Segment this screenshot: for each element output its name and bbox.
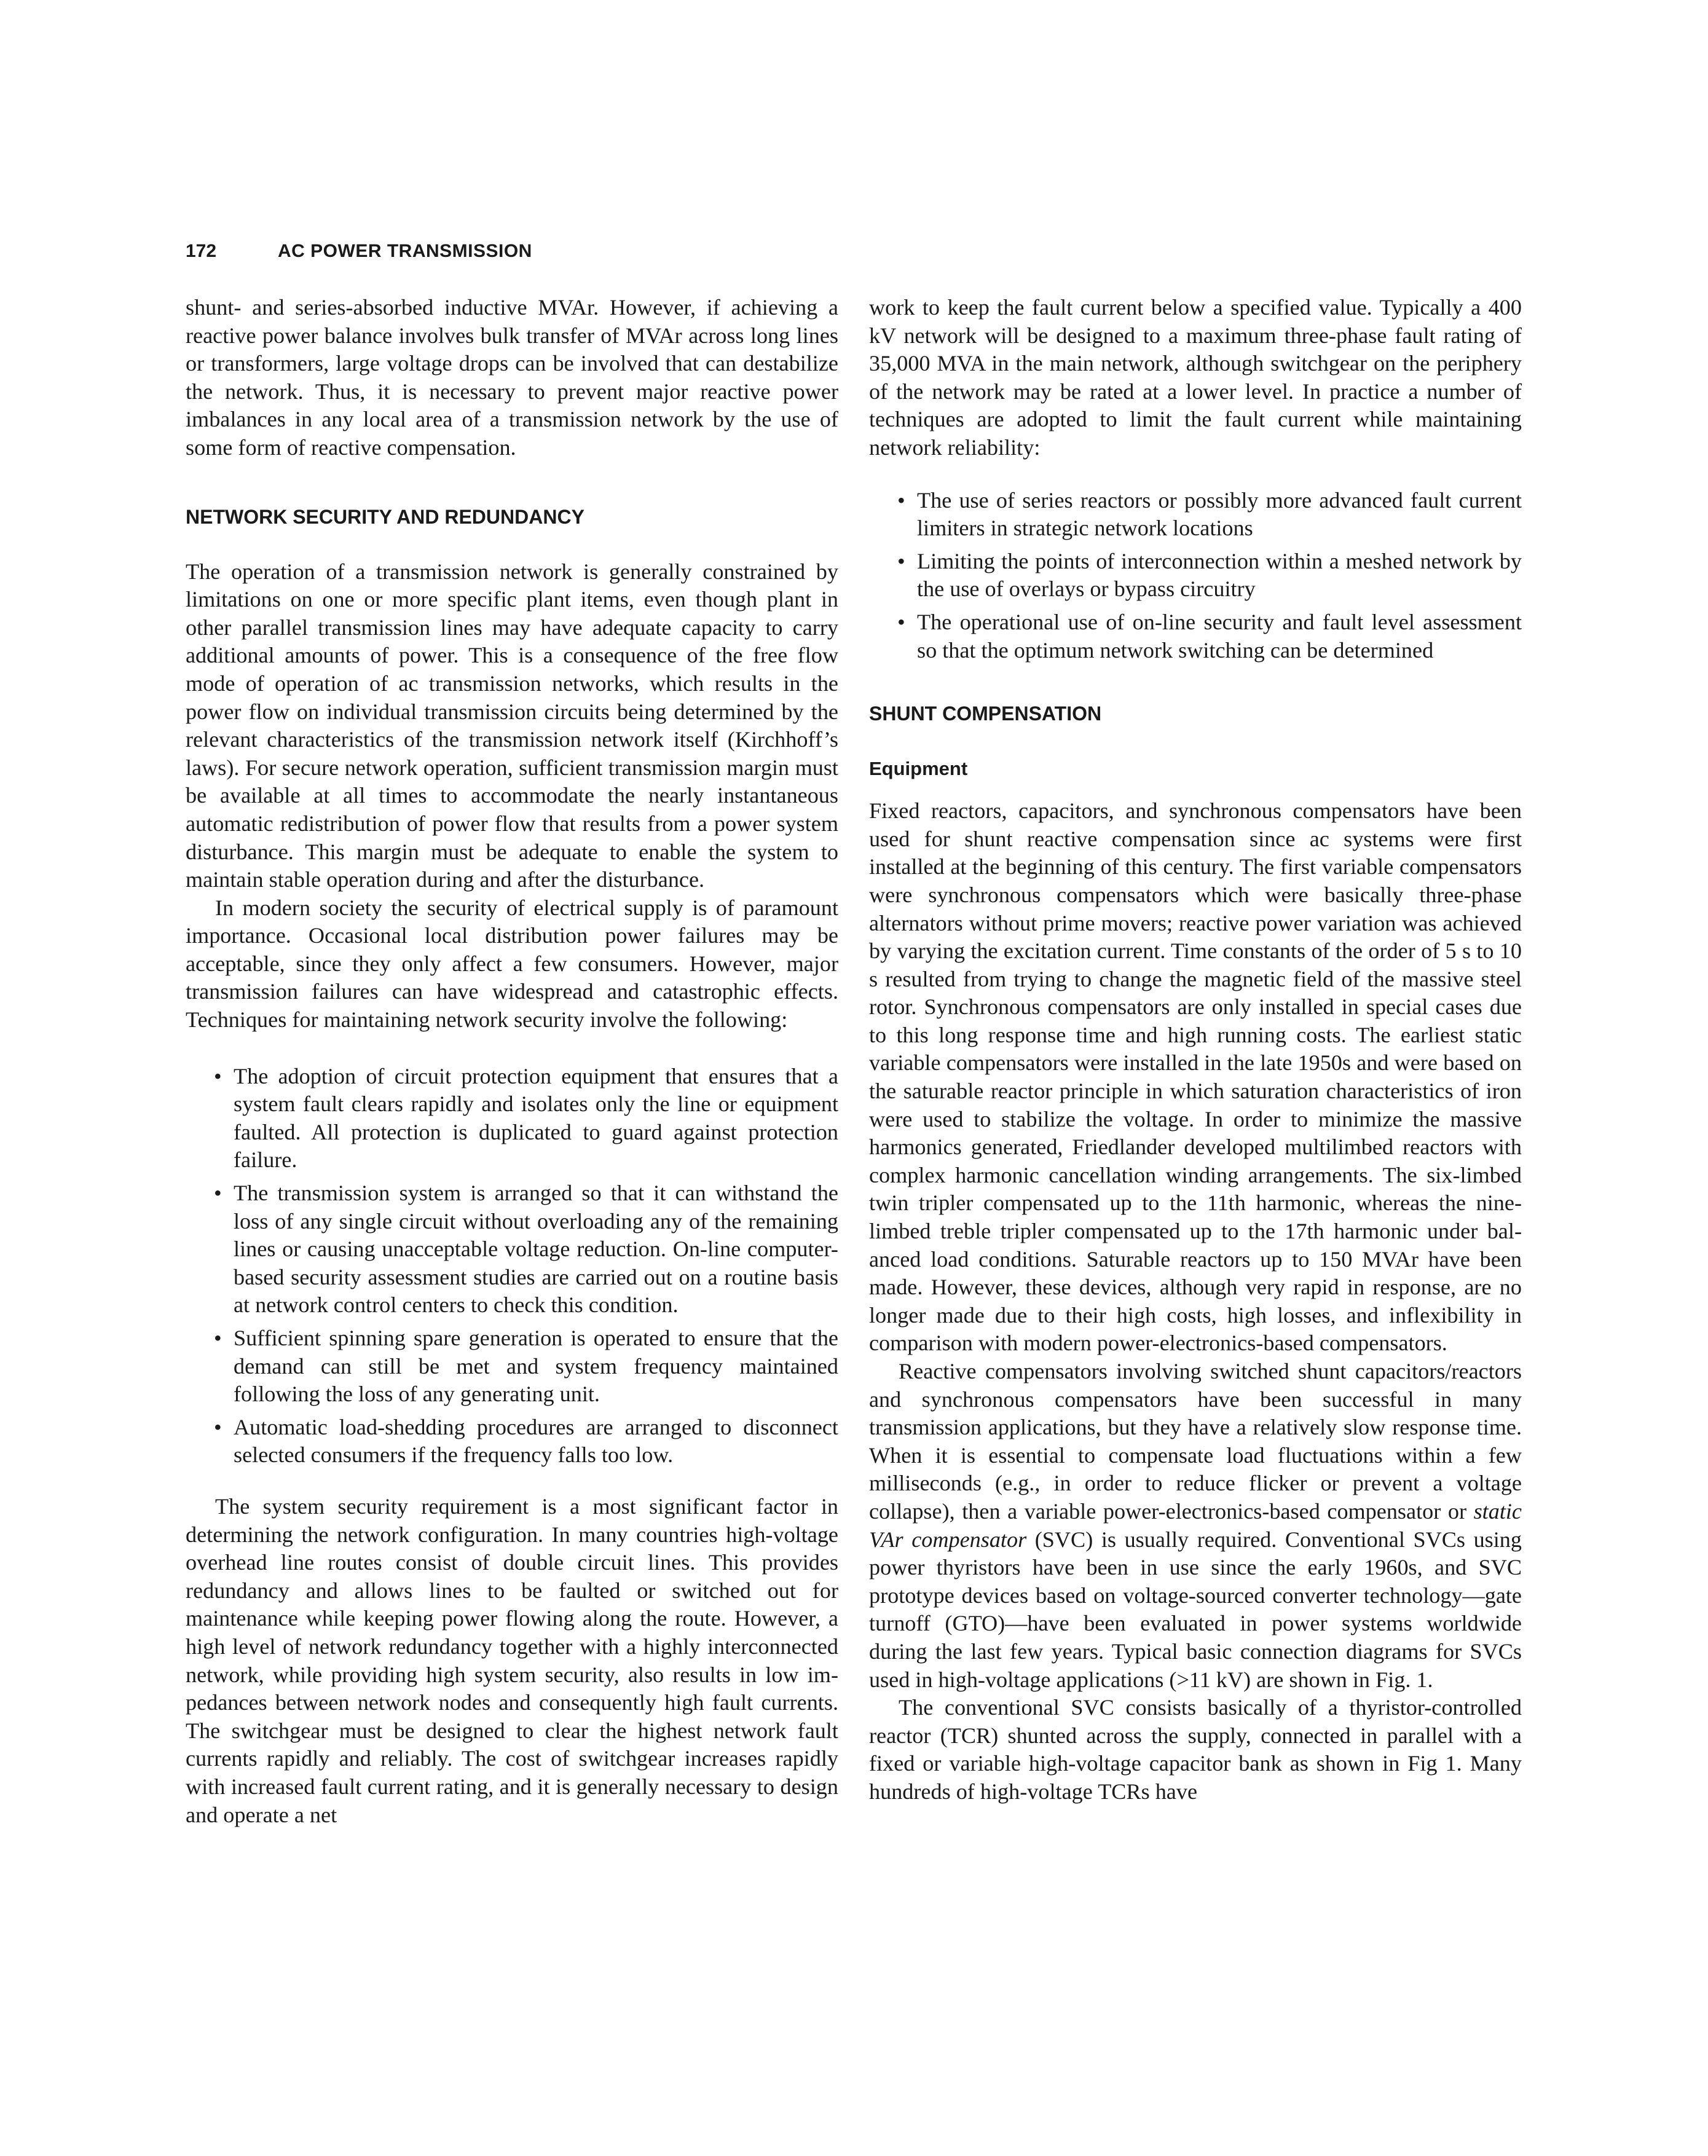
bullet-icon: • xyxy=(897,609,905,634)
list-item xyxy=(869,548,1522,604)
paragraph-fixed-reactors: Fixed reactors, capacitors, and synchronous compensators have been used for shunt reactive compensation since ac systems were first installed at the beginning of this century. The first variable compensators were synchronous compensators which were basically three-phase alternators without prime movers; reactive power variation was achieved by varying the excitation current. Time constants of the order of 5 s to 10 s resulted from trying to change the magnetic field of the massive steel rotor. Synchronous compensators are only installed in special cases due to this long response time and high running costs. The earliest static variable compensators were installed in the late 1950s and were based on the saturable reactor principle in which saturation characteristics of iron were used to stabilize the voltage. In order to minimize the massive harmonics generated, Friedlander developed multilimbed reactors with complex harmonic cancellation winding arrangements. The six-limbed twin tripler compensated up to the 11th harmonic, whereas the nine-limbed treble tripler compensated up to the 17th harmonic under balanced load conditions. Saturable reactors up to 150 MVAr have been made. However, these devices, although very rapid in response, are no longer made due to their high costs, high losses, and inflexibility in comparison with modern power-electronics-based compensators. xyxy=(869,798,1522,1356)
paragraph-continued: work to keep the fault current below a specified value. Typically a 400 kV network will be designed to a maximum three-phase fault rating of 35,000 MVA in the main network, although switchgear on the periphery of the network may be rated at a lower level. In practice a number of techniques are adopted to limit the fault current while maintaining network reliability: xyxy=(869,295,1522,460)
paragraph-system-security: The system security requirement is a most significant factor in determining the network configuration. In many countries high-voltage overhead line routes consist of double circuit lines. This provides redundancy and allows lines to be faulted or switched out for maintenance while keeping power flowing along the route. However, a high level of network redundancy together with a highly interconnected network, while providing high system security, also results in low impedances between network nodes and consequently high fault currents. The switchgear must be designed to clear the highest network fault currents rapidly and reliably. The cost of switchgear increases rapidly with increased fault current rating, and it is generally necessary to design and operate a net xyxy=(186,1493,838,1827)
list-item-text: The adoption of circuit protection equipment that ensures that a system fault clears rapidly and isolates only the line or equipment faulted. All protection is duplicated to guard against protection failure. xyxy=(234,1063,838,1173)
list-item-text: Limiting the points of interconnection within a meshed network by the use of overlays or bypass circuitry xyxy=(917,548,1522,602)
paragraph-reactive-compensators xyxy=(869,1358,1522,1694)
list-item-text: Sufficient spinning spare generation is operated to ensure that the demand can still be met and system frequency maintained following the loss of any generating unit. xyxy=(234,1326,838,1407)
list-item xyxy=(186,1414,838,1469)
list-item-text: The use of series reactors or possibly more advanced fault current limiters in strategic network locations xyxy=(917,487,1522,541)
list-item xyxy=(186,1324,838,1409)
list-item xyxy=(186,1179,838,1320)
right-column xyxy=(869,294,1522,1806)
bullet-icon: • xyxy=(214,1414,222,1439)
list-item-text: The operational use of on-line security and fault level assessment so that the optimum network switching can be determined xyxy=(917,609,1522,663)
running-section-title: AC POWER TRANSMISSION xyxy=(278,241,532,261)
bullet-icon: • xyxy=(214,1181,222,1206)
paragraph-operation: The operation of a transmission network is generally constrained by limitations on one or more specific plant items, even though plant in other parallel transmission lines may have adequate capacity to carry additional amounts of power. This is a consequence of the free flow mode of operation of ac transmission networks, which results in the power flow on individual transmission circuits being determined by the relevant characteristics of the transmission network itself (Kirchhoff’s laws). For secure network operation, sufficient transmission margin must be available at all times to accommodate the nearly instantaneous automatic redistribution of power flow that results from a power system disturbance. This margin must be adequate to enable the system to maintain stable operation during and after the disturbance. xyxy=(186,559,838,892)
security-bullet-list xyxy=(186,1063,838,1469)
heading-network-security: NETWORK SECURITY AND REDUNDANCY xyxy=(186,505,584,528)
left-column xyxy=(186,294,838,1829)
bullet-icon: • xyxy=(897,487,905,513)
paragraph-modern-society: In modern society the security of electrical supply is of paramount importance. Occasional local distribution power failures may be acceptable, since they only affect a few consumers. However, major transmission failures can have widespread and catastrophic effects. Techniques for maintaining network security involve the following: xyxy=(186,895,838,1033)
list-item xyxy=(869,487,1522,543)
bullet-icon: • xyxy=(214,1063,222,1088)
paragraph-text: (SVC) is usually required. Conventional SVCs using power thyristors have been in use since the early 1960s, and SVC prototype devices based on voltage-sourced converter technology—gate turnoff (GTO)—have been evaluated in power systems worldwide during the last few years. Typical basic connection diagrams for SVCs used in high-voltage applications (>11 kV) are shown in Fig. 1. xyxy=(869,1527,1522,1692)
heading-shunt-compensation: SHUNT COMPENSATION xyxy=(869,702,1102,725)
paragraph-conventional-svc: The conventional SVC consists basically of a thyristor-controlled reactor (TCR) shunted across the supply, connected in parallel with a fixed or variable high-voltage capacitor bank as shown in Fig 1. Many hundreds of high-voltage TCRs have xyxy=(869,1695,1522,1804)
list-item-text: Automatic load-shedding procedures are arranged to disconnect selected consumers if the frequency falls too low. xyxy=(234,1414,838,1468)
fault-bullet-list xyxy=(869,487,1522,665)
bullet-icon: • xyxy=(214,1326,222,1350)
paragraph-text: Reactive compensators involving switched shunt capacitors/reactors and synchronous compensators have been successful in many transmission applications, but they have a relatively slow response time. When it is essential to compensate load fluctuations within a few milliseconds (e.g., in order to reduce flicker or prevent a voltage collapse), then a variable power-electronics-based compensator or xyxy=(869,1359,1522,1524)
subheading-equipment: Equipment xyxy=(869,758,968,780)
list-item xyxy=(869,608,1522,664)
list-item xyxy=(186,1063,838,1174)
list-item-text: The transmission system is arranged so that it can withstand the loss of any single circuit without overloading any of the remaining lines or causing unacceptable voltage reduction. On-line computer-based security assessment studies are carried out on a routine basis at network control centers to check this condition. xyxy=(234,1181,838,1318)
page-number: 172 xyxy=(186,241,217,261)
italic-term: static VAr compensator xyxy=(869,1498,1522,1552)
intro-paragraph: shunt- and series-absorbed inductive MVAr. However, if achieving a reactive power balance involves bulk transfer of MVAr across long lines or transformers, large voltage drops can be involved that can destabilize the network. Thus, it is necessary to prevent major reactive power imbalances in any local area of a transmission network by the use of some form of reactive compensation. xyxy=(186,295,838,460)
bullet-icon: • xyxy=(897,548,905,573)
